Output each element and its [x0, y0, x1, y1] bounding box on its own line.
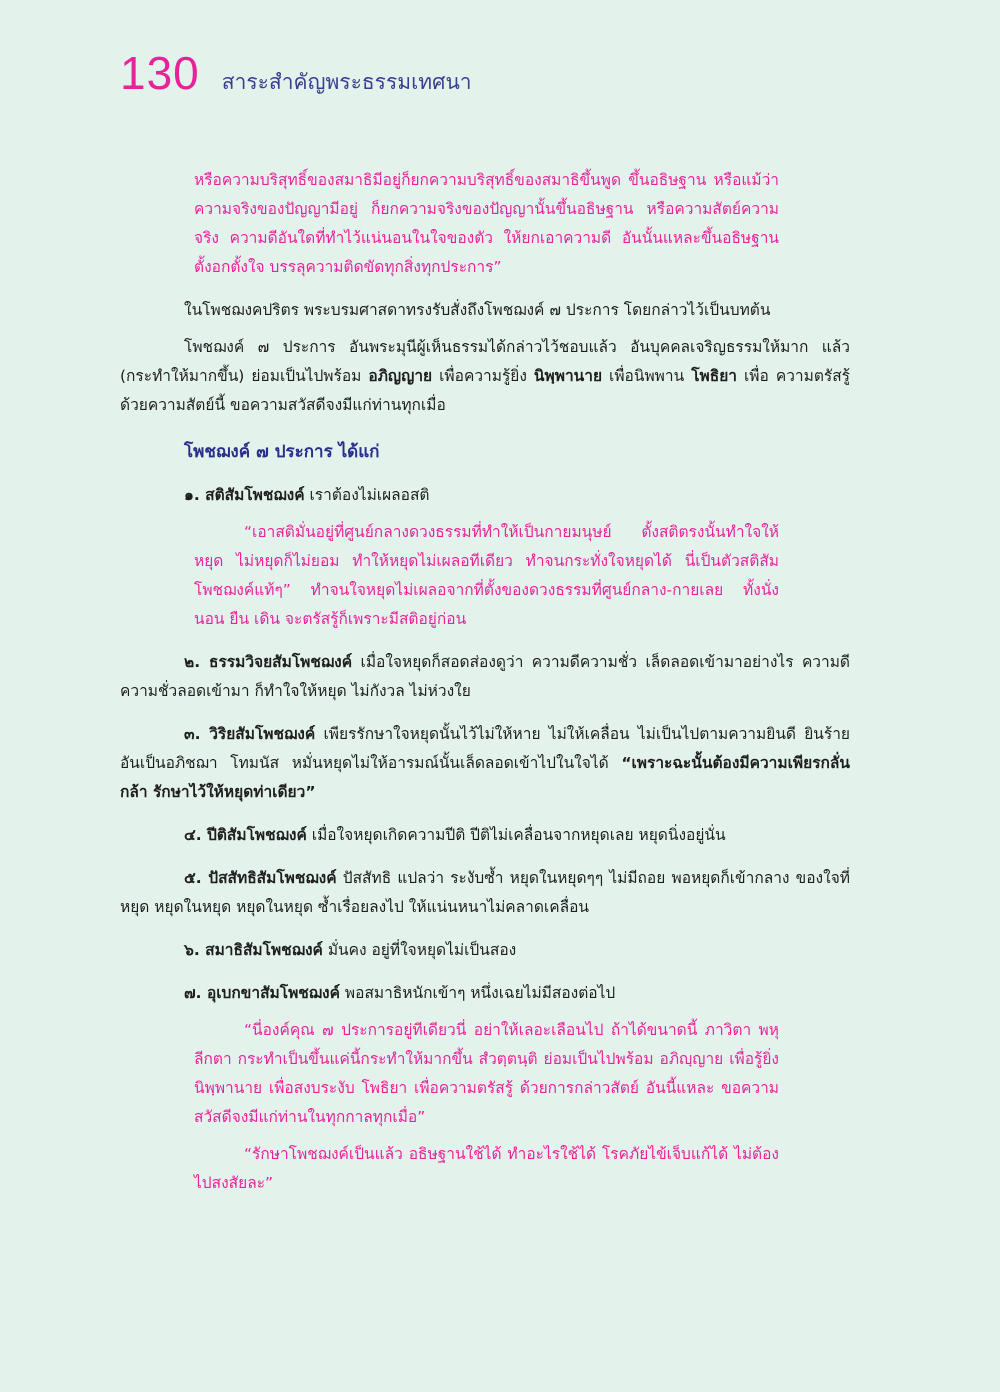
para2-part1: โพชฌงค์ ๗ ประการ อันพระมุนีผู้เห็นธรรมได้กล่าวไว้ชอบแล้ว อันบุคคลเจริญธรรมให้มาก แล้ว (กระทำให้มากขึ้น) ย่อมเป็นไปพร้อม: [120, 338, 850, 385]
item-5-text: ปัสสัทธิ แปลว่า ระงับซ้ำ หยุดในหยุดๆๆ ไม่มีถอย พอหยุดก็เข้ากลาง ของใจที่หยุด หยุดในหยุด หยุดในหยุด ซ้ำเรื่อยลงไป ให้แน่นหนาไม่คลาดเคลื่อน: [120, 869, 850, 916]
page-number: 130: [120, 47, 200, 99]
page-body: [120, 166, 850, 1198]
para2-part4: เพื่อ ความตรัสรู้ ด้วยความสัตย์นี้ ขอความสวัสดีจงมีแก่ท่านทุกเมื่อ: [120, 367, 850, 414]
item-5: [120, 864, 850, 922]
running-title: สาระสำคัญพระธรรมเทศนา: [221, 70, 472, 94]
paragraph-seven-factors-verse: [120, 333, 850, 420]
item-5-title: ๕. ปัสสัทธิสัมโพชฌงค์: [184, 869, 337, 887]
item-3-bold-tail: “เพราะฉะนั้นต้องมีความเพียรกลั่นกล้า รักษาไว้ให้หยุดท่าเดียว”: [120, 754, 850, 801]
item-3: [120, 720, 850, 807]
para2-part3: เพื่อนิพพาน: [602, 367, 692, 385]
item-2: [120, 648, 850, 706]
item-3-title: ๓. วิริยสัมโพชฌงค์: [184, 725, 316, 743]
quote-keep-bojjhanga: “รักษาโพชฌงค์เป็นแล้ว อธิษฐานใช้ได้ ทำอะไรใช้ได้ โรคภัยไข้เจ็บแก้ได้ ไม่ต้องไปสงสัยละ”: [194, 1145, 779, 1192]
term-nibbanaya: นิพฺพานาย: [533, 367, 603, 385]
term-bodhiya: โพธิยา: [691, 367, 737, 385]
item-7-text: พอสมาธิหนักเข้าๆ หนึ่งเฉยไม่มีสองต่อไป: [340, 984, 616, 1002]
item-7: [120, 979, 850, 1008]
quote-seven-qualities: “นี่องค์คุณ ๗ ประการอยู่ทีเดียวนี่ อย่าให้เลอะเลือนไป ถ้าได้ขนาดนี้ ภาวิตา พหุลีกตา กระทำเป็นขึ้นแค่นี้กระทำให้มากขึ้น สํวตฺตนฺติ ย่อมเป็นไปพร้อม อภิญฺญาย เพื่อรู้ยิ่ง นิพฺพานาย เพื่อสงบระงับ โพธิยา เพื่อความตรัสรู้ ด้วยการกล่าวสัตย์ อันนี้แหละ ขอความสวัสดีจงมีแก่ท่านในทุกกาลทุกเมื่อ”: [194, 1021, 779, 1126]
item-6-title: ๖. สมาธิสัมโพชฌงค์: [184, 941, 323, 959]
item-2-text: เมื่อใจหยุดก็สอดส่องดูว่า ความดีความชั่ว เล็ดลอดเข้ามาอย่างไร ความดีความชั่วลอดเข้ามา ก็ทำใจให้หยุด ไม่กังวล ไม่ห่วงใย: [120, 653, 850, 700]
item-6-text: มั่นคง อยู่ที่ใจหยุดไม่เป็นสอง: [322, 941, 517, 959]
para2-part2: เพื่อความรู้ยิ่ง: [432, 367, 534, 385]
quote-purity-of-concentration: หรือความบริสุทธิ์ของสมาธิมีอยู่ก็ยกความบริสุทธิ์ของสมาธิขึ้นพูด ขึ้นอธิษฐาน หรือแม้ว่าความจริงของปัญญามีอยู่ ก็ยกความจริงของปัญญานั้นขึ้นอธิษฐาน หรือความสัตย์ความจริง ความดีอันใดที่ทำไว้แน่นอนในใจของตัว ให้ยกเอาความดี อันนั้นแหละขึ้นอธิษฐานตั้งอกตั้งใจ บรรลุความติดขัดทุกสิ่งทุกประการ”: [194, 171, 779, 276]
item-2-title: ๒. ธรรมวิจยสัมโพชฌงค์: [184, 653, 353, 671]
term-abhinnaya: อภิญญาย: [368, 367, 433, 385]
paragraph-bojjhanga-paritta: ในโพชฌงคปริตร พระบรมศาสดาทรงรับสั่งถึงโพชฌงค์ ๗ ประการ โดยกล่าวไว้เป็นบทต้น: [184, 301, 771, 319]
item-4-text: เมื่อใจหยุดเกิดความปีติ ปีติไม่เคลื่อนจากหยุดเลย หยุดนิ่งอยู่นั่น: [306, 826, 726, 844]
item-1-title: ๑. สติสัมโพชฌงค์: [184, 486, 305, 504]
page-header: [120, 47, 472, 99]
item-7-title: ๗. อุเบกขาสัมโพชฌงค์: [184, 984, 340, 1002]
item-6: [120, 936, 850, 965]
quote-mindfulness: “เอาสติมั่นอยู่ที่ศูนย์กลางดวงธรรมที่ทำให้เป็นกายมนุษย์ ตั้งสติตรงนั้นทำใจให้หยุด ไม่หยุดก็ไม่ยอม ทำให้หยุดไม่เผลอทีเดียว ทำจนกระทั่งใจหยุดได้ นี่เป็นตัวสติสัมโพชฌงค์แท้ๆ” ทำจนใจหยุดไม่เผลอจากที่ตั้งของดวงธรรมที่ศูนย์กลาง-กายเลย ทั้งนั่ง นอน ยืน เดิน จะตรัสรู้ก็เพราะมีสติอยู่ก่อน: [194, 523, 779, 628]
item-1-text: เราต้องไม่เผลอสติ: [304, 486, 430, 504]
item-4: [120, 821, 850, 850]
item-1: [120, 481, 850, 510]
item-4-title: ๔. ปีติสัมโพชฌงค์: [184, 826, 307, 844]
item-3-text: เพียรรักษาใจหยุดนั้นไว้ไม่ให้หาย ไม่ให้เคลื่อน ไม่เป็นไปตามความยินดี ยินร้าย อันเป็นอภิชฌา โทมนัส หมั่นหยุดไม่ให้อารมณ์นั้นเล็ดลอดเข้าไปในใจได้: [120, 725, 850, 772]
section-heading: โพชฌงค์ ๗ ประการ ได้แก่: [184, 442, 380, 462]
